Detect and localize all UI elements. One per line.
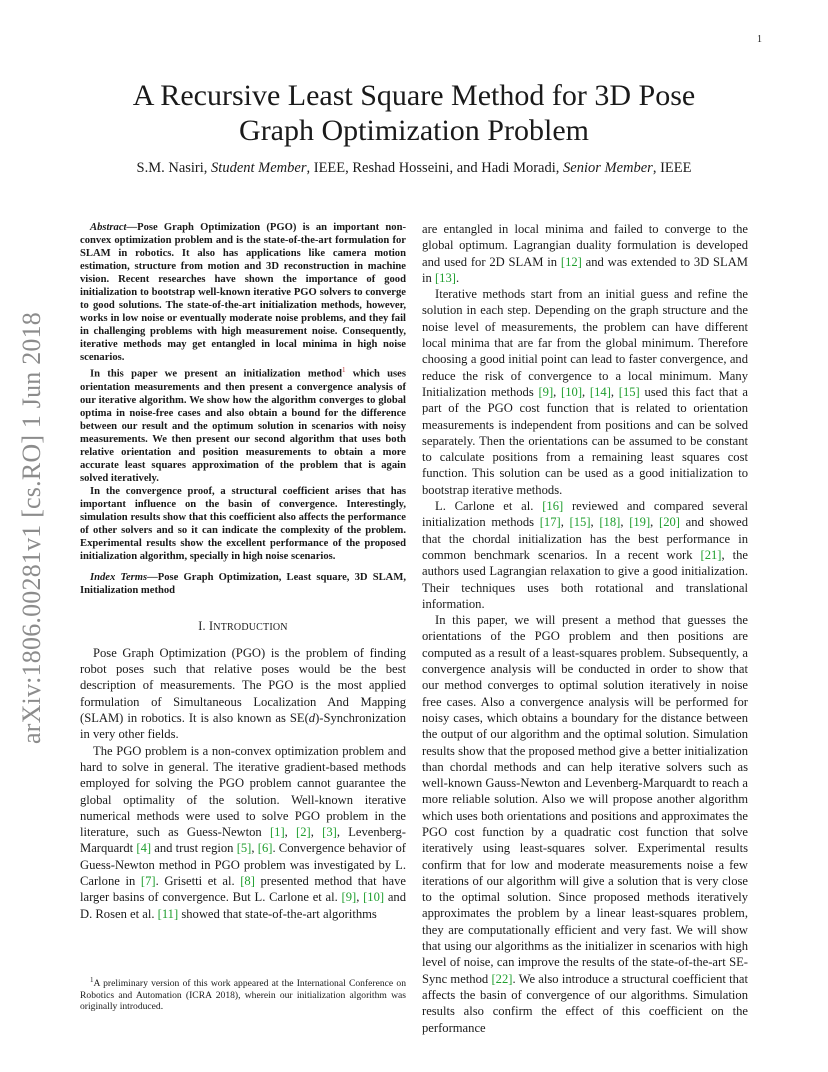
- right-p2-text-b: used this fact that a part of the PGO cost function that is related to orientation measurements is independent from positions and can be solved separately. Then the orientations can be assumed to be constant to calculate positions from a remaining least squares cost function. This solution can be used as a good initialization to bootstrap iterative methods.: [422, 384, 749, 497]
- citation-link[interactable]: [2]: [296, 825, 311, 840]
- citation-link[interactable]: [13]: [434, 270, 456, 285]
- section-heading-introduction: [80, 618, 406, 636]
- author-1: S.M. Nasiri,: [136, 160, 212, 176]
- text-sep: ,: [560, 515, 570, 530]
- arxiv-stamp-text: arXiv:1806.00281v1 [cs.RO] 1 Jun 2018: [17, 311, 46, 745]
- citation-link[interactable]: [9]: [538, 384, 554, 399]
- citation-link[interactable]: [11]: [157, 906, 179, 921]
- citation-link[interactable]: [21]: [700, 547, 722, 562]
- right-p1-text-c: .: [455, 270, 460, 285]
- page-number: 1: [757, 34, 762, 45]
- arxiv-stamp: [18, 298, 46, 758]
- citation-link[interactable]: [12]: [560, 254, 582, 269]
- citation-link[interactable]: [8]: [240, 873, 255, 888]
- intro-left-body: [80, 645, 406, 922]
- paper-title: [80, 78, 748, 148]
- text-sep: , Levenberg-Marquardt: [80, 825, 407, 856]
- intro-p1-text-a: Pose Graph Optimization (PGO) is the problem of finding robot poses such that relative poses would be the best description of measurements. The PGO is the most applied formulation of Simultaneous Localization And Mapping (SLAM) in robotics. It is also known as SE(: [80, 645, 406, 726]
- right-p1-text-b: and was extended to 3D SLAM in: [422, 254, 748, 285]
- citation-link[interactable]: [7]: [140, 873, 156, 888]
- abstract: [80, 221, 406, 563]
- title-line-1: A Recursive Least Square Method for 3D Pose: [132, 79, 696, 112]
- text-sep: ,: [553, 384, 562, 399]
- citation-link[interactable]: [18]: [599, 515, 621, 530]
- right-p3-text-d: , the authors used Lagrangian relaxation to give a good initialization. Their techniques uses both rotational and translational information.: [422, 547, 748, 611]
- text-sep: ,: [284, 825, 297, 840]
- author-1-role: Student Member: [211, 160, 307, 176]
- intro-p2-text: The PGO problem is a non-convex optimization problem and hard to solve in general. The iterative gradient-based methods employed for solving the PGO problem cannot guarantee the global optimality of the solution. Well-known iterative numerical methods were used to solve PGO problem in the literature, such as Guess-Newton: [80, 743, 406, 840]
- right-p4-text-a: In this paper, we will present a method that guesses the orientations of the PGO problem and then positions are computed as a result of a least-squares problem. Subsequently, a convergence analysis will be conducted in order to show that our method converges to optimal solution iteratively in noise free cases. Also a convergence analysis will be performed for noisy cases, which obtains a boundary for the distance between the output of our algorithm and the optimal solution. Simulation results show that the proposed method give a better initialization than chordal methods and can help iterative solvers such as well-known Gauss-Newton and Levenberg-Marquardt to reach a more reliable solution. Also we will propose another algorithm which uses both orientations and positions and approximates the PGO cost function by a quadratic cost function that solve iteratively using least-squares solver. Experimental results confirm that for low and moderate measurements noise a few iterations of our algorithm will give a solution that is very close to the optimal solution. Since proposed methods iteratively approximates the problem by a linear least-squares problem, they are computationally efficient and very fast. We will show that using our algorithms as the initializer in scenarios with high level of noise, can improve the results of the state-of-the-art SE-Sync method: [422, 613, 748, 986]
- index-terms-label: Index Terms: [90, 571, 148, 583]
- right-p3-text-c: and showed that the chordal initialization has the best performance in common benchmark scenarios. In a recent work: [422, 515, 749, 562]
- right-p2-text-a: Iterative methods start from an initial guess and refine the solution in each step. Depending on the graph structure and the noise level of measurements, the problem can have different local minima that are far from the global minimum. Therefore choosing a good initial point can lead to faster convergence, and reduce the risk of convergence to a local minimum. Many Initialization methods: [422, 287, 748, 399]
- citation-link[interactable]: [9]: [341, 890, 357, 905]
- text-sep: showed that state-of-the-art algorithms: [178, 906, 377, 921]
- section-number: I.: [198, 618, 210, 633]
- text-sep: ,: [356, 890, 364, 905]
- text-sep: ,: [590, 515, 600, 530]
- section-title-rest: NTRODUCTION: [213, 621, 288, 633]
- citation-link[interactable]: [6]: [257, 841, 273, 856]
- abstract-label: Abstract: [90, 222, 127, 233]
- author-list: [60, 160, 768, 177]
- index-terms: [80, 571, 406, 597]
- text-sep: presented method that have larger basins of convergence. But L. Carlone et al.: [80, 873, 406, 905]
- abstract-paragraph-2: [80, 364, 406, 485]
- citation-link[interactable]: [15]: [618, 384, 640, 399]
- citation-link[interactable]: [19]: [629, 515, 651, 530]
- footnote: [80, 975, 406, 1013]
- right-paragraph-2: [422, 286, 748, 498]
- intro-paragraph-2: [80, 743, 406, 922]
- abstract-text-1: —Pose Graph Optimization (PGO) is an important non-convex optimization problem and is the state-of-the-art formulation for SLAM in robotics. It also has applications like camera motion estimation, structure from motion and 3D reconstruction in machine vision. Recent researches have shown the importance of good initialization to bootstrap well-known iterative PGO solvers to converge to good solutions. The state-of-the-art initialization methods, however, works in low noise or eventually moderate noise problems, and they fail in challenging problems with high measurement noise. Consequently, iterative methods may get entangled in local minima in high noise scenarios.: [80, 222, 406, 363]
- text-sep: ,: [310, 825, 323, 840]
- right-paragraph-4: [422, 612, 748, 1036]
- citation-link[interactable]: [16]: [542, 499, 564, 514]
- citation-link[interactable]: [4]: [136, 841, 152, 856]
- right-p3-text-a: L. Carlone et al.: [435, 499, 543, 514]
- citation-link[interactable]: [15]: [569, 515, 591, 530]
- text-sep: ,: [610, 384, 619, 399]
- right-p3-text-b: reviewed and compared several initialization methods: [422, 499, 748, 530]
- text-sep: and D. Rosen et al.: [80, 890, 406, 921]
- text-sep: . Grisetti et al.: [155, 873, 241, 888]
- abstract-text-2a: In this paper we present an initialization method: [90, 368, 342, 380]
- footnote-marker[interactable]: 1: [341, 366, 346, 374]
- footnote-number: 1: [90, 976, 94, 984]
- text-sep: ,: [620, 515, 630, 530]
- citation-link[interactable]: [10]: [363, 890, 385, 905]
- citation-link[interactable]: [5]: [236, 841, 252, 856]
- intro-p1-text-b: )-Synchronization in very other fields.: [80, 711, 406, 742]
- right-p4-text-b: . We also introduce a structural coefficient that affects the basin of convergence of our algorithms. Simulation results also confirm the effect of this coefficient on the performance: [422, 971, 748, 1035]
- abstract-paragraph-3: In the convergence proof, a structural coefficient arises that has important influence on the basin of convergence. Interestingly, simulation results show that this coefficient also affects the performance of other solvers and so it can indicate the complexity of the problem. Experimental results show the excellent performance of the proposed initialization algorithm, specially in high noise scenarios.: [80, 485, 406, 562]
- author-3-role: Senior Member: [563, 160, 653, 176]
- citation-link[interactable]: [10]: [561, 384, 583, 399]
- citation-link[interactable]: [1]: [269, 825, 285, 840]
- intro-paragraph-1: [80, 645, 406, 743]
- section-initial: I: [209, 618, 214, 633]
- text-sep: . Convergence behavior of Guess-Newton method in PGO problem was investigated by L. Carlone in: [80, 841, 406, 888]
- right-paragraph-3: [422, 498, 748, 612]
- citation-link[interactable]: [20]: [659, 515, 680, 530]
- citation-link[interactable]: [17]: [539, 515, 561, 530]
- text-sep: ,: [582, 384, 590, 399]
- abstract-paragraph-1: [80, 221, 406, 364]
- footnote-body: A preliminary version of this work appeared at the International Conference on Robotics and Automation (ICRA 2018), wherein our initialization algorithm was originally introduced.: [80, 978, 406, 1013]
- right-p1-text-a: are entangled in local minima and failed to converge to the global optimum. Lagrangian duality formulation is developed and used for 2D SLAM in: [422, 222, 748, 269]
- text-sep: ,: [251, 841, 258, 856]
- authors-middle: , IEEE, Reshad Hosseini, and Hadi Moradi,: [306, 160, 564, 176]
- text-sep: and trust region: [151, 841, 237, 856]
- title-line-2: Graph Optimization Problem: [239, 114, 589, 147]
- citation-link[interactable]: [3]: [322, 825, 337, 840]
- index-terms-text: —Pose Graph Optimization, Least square, 3D SLAM, Initialization method: [80, 571, 406, 596]
- left-column: [80, 221, 406, 922]
- authors-end: , IEEE: [652, 160, 692, 176]
- intro-p1-math-d: d: [308, 711, 316, 726]
- abstract-text-2b: which uses orientation measurements and then present a convergence analysis of our iterative algorithm. We show how the algorithm converges to global optima in noise-free cases and also obtain a bound for the difference between our result and the optimum solution in scenarios with noisy measurements. We then present our second algorithm that uses both relative orientation and position measurements to obtain a more accurate least squares approximation of the problem that is again solved iteratively.: [80, 368, 406, 484]
- right-paragraph-1: [422, 221, 748, 286]
- text-sep: ,: [650, 515, 660, 530]
- citation-link[interactable]: [22]: [491, 971, 513, 986]
- footnote-text: [80, 975, 406, 1013]
- right-column: [422, 221, 748, 1036]
- citation-link[interactable]: [14]: [589, 384, 611, 399]
